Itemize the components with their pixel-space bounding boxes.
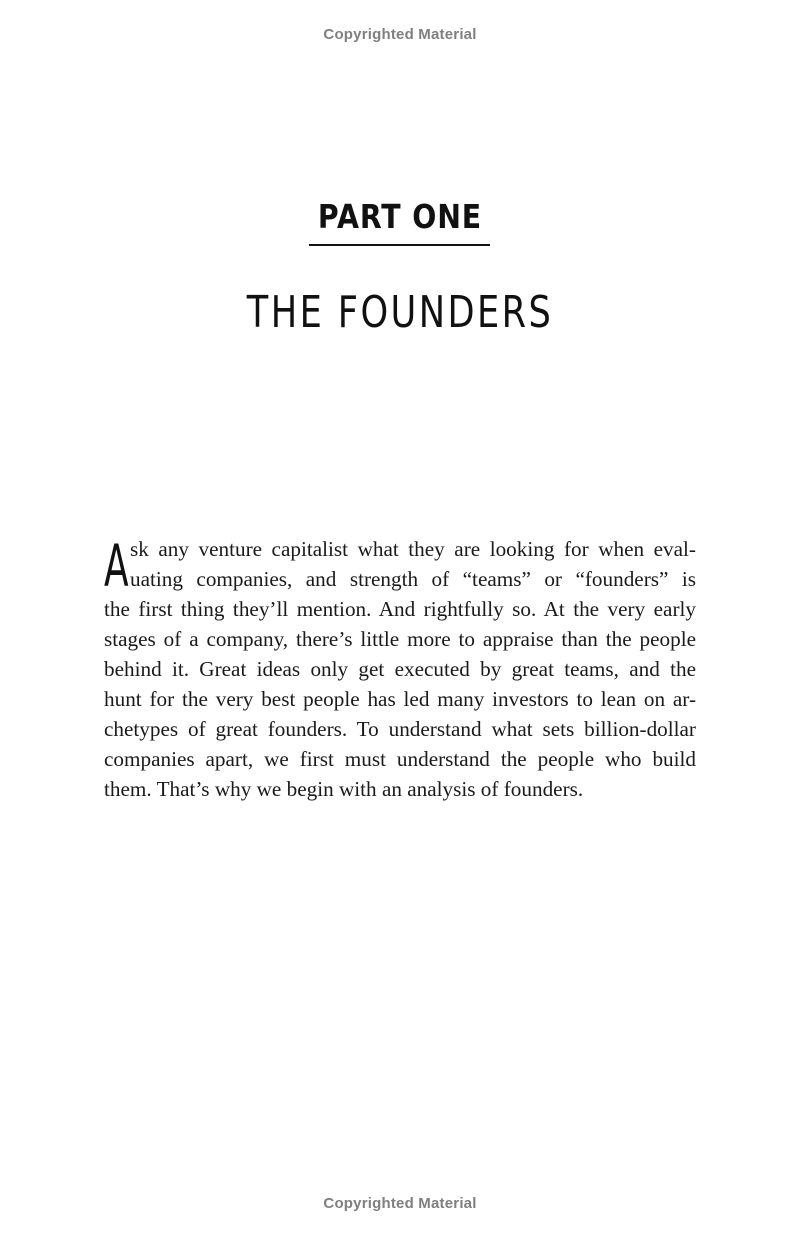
paragraph-line: sk any venture capitalist what they are looking for when eval- <box>130 537 696 561</box>
paragraph-line: them. That’s why we begin with an analysis of founders. <box>104 777 584 801</box>
paragraph-line: behind it. Great ideas only get executed by great teams, and the <box>104 657 696 681</box>
copyright-watermark-bottom: Copyrighted Material <box>323 1195 477 1212</box>
paragraph-line: uating companies, and strength of “teams” or “founders” is <box>130 567 696 591</box>
paragraph-line: companies apart, we first must understand the people who build <box>104 747 696 771</box>
part-label: PART ONE <box>317 197 483 236</box>
drop-cap: A <box>104 532 129 600</box>
paragraph-line: the first thing they’ll mention. And rightfully so. At the very early <box>104 597 696 621</box>
intro-paragraph <box>104 534 696 804</box>
paragraph-line: chetypes of great founders. To understand what sets billion-dollar <box>104 717 696 741</box>
copyright-watermark-top: Copyrighted Material <box>323 26 477 43</box>
part-label-underline <box>309 244 490 246</box>
paragraph-line: hunt for the very best people has led many investors to lean on ar- <box>104 687 696 711</box>
paragraph-line: stages of a company, there’s little more to appraise than the people <box>104 627 696 651</box>
part-title: THE FOUNDERS <box>246 287 554 338</box>
